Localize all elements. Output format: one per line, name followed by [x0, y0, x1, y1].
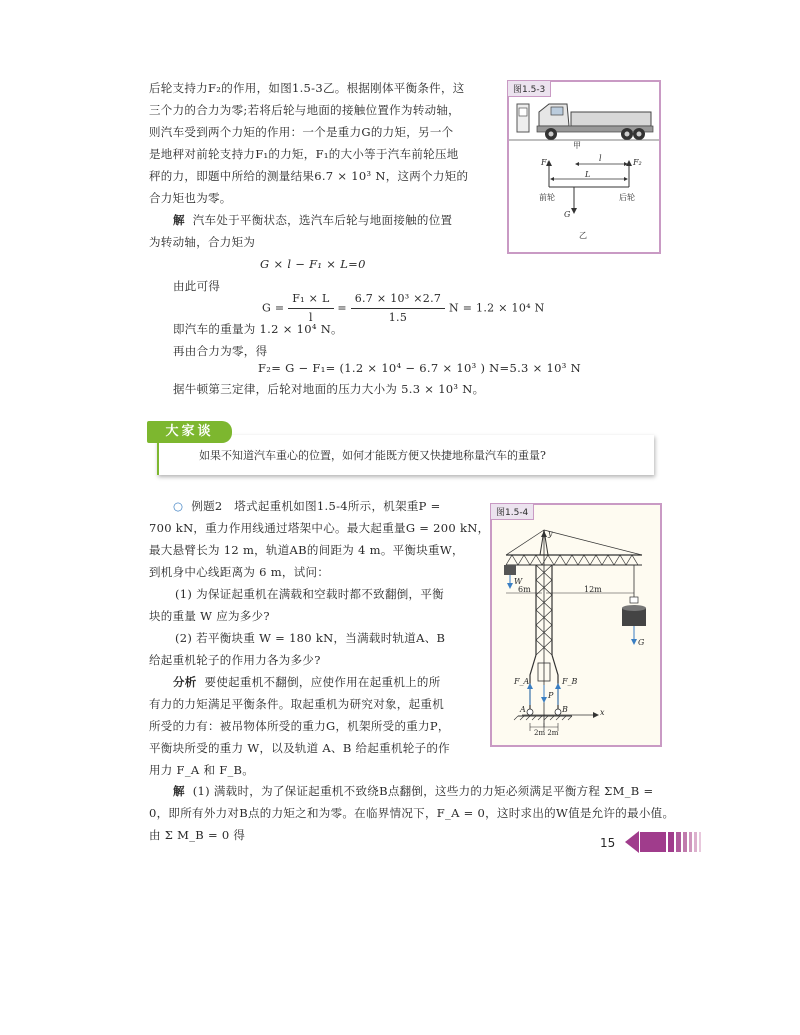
again-text: 再由合力为零，得 — [173, 344, 268, 358]
figure-1-5-4 — [490, 503, 662, 747]
page-decoration-arrow-icon — [625, 829, 715, 855]
figure-1-5-3 — [507, 80, 661, 254]
therefore-text: 由此可得 — [173, 279, 221, 293]
figure-tag: 图1.5-3 — [507, 80, 551, 97]
weight-text: 即汽车的重量为 1.2 × 10⁴ N。 — [173, 322, 343, 336]
circle-bullet-icon: ○ — [173, 499, 184, 513]
text-line: 则汽车受到两个力矩的作用：一个是重力G的力矩，另一个 — [149, 125, 454, 139]
solution-label: 解 — [173, 213, 185, 227]
label-6m: 6m — [518, 585, 531, 594]
example-line: 700 kN，重力作用线通过塔架中心。最大起重量G = 200 kN， — [149, 521, 490, 535]
fraction-2-numerator: 6.7 × 10³ ×2.7 — [351, 290, 446, 309]
equation-moment: G × l − F₁ × L=0 — [260, 257, 366, 271]
label-p: P — [548, 691, 554, 700]
label-f1: F₁ — [541, 158, 550, 167]
example-text: 例题2 塔式起重机如图1.5-4所示，机架重P = — [191, 499, 441, 513]
label-f2: F₂ — [633, 158, 642, 167]
text-line: 三个力的合力为零;若将后轮与地面的接触位置作为转动轴， — [149, 103, 460, 117]
label-12m: 12m — [584, 585, 602, 594]
label-l: l — [599, 154, 602, 163]
discussion-box — [147, 421, 652, 479]
solution-2-line: 由 Σ M_B = 0 得 — [149, 828, 246, 842]
analysis-line — [173, 671, 441, 693]
figure-tag: 图1.5-4 — [490, 503, 534, 520]
label-yi: 乙 — [579, 231, 587, 240]
example-line: (2) 若平衡块重 W = 180 kN，当满载时轨道A、B — [175, 631, 446, 645]
fraction-2 — [351, 290, 446, 327]
example-line: (1) 为保证起重机在满载和空载时都不致翻倒，平衡 — [175, 587, 444, 601]
label-a: A — [520, 705, 526, 714]
analysis-label: 分析 — [173, 675, 197, 689]
label-g: G — [638, 638, 645, 647]
eq-result: N = 1.2 × 10⁴ N — [449, 301, 545, 315]
eq-lhs: G = — [262, 301, 285, 315]
page-number: 15 — [600, 836, 616, 850]
analysis-line: 所受的力有：被吊物体所受的重力G，机架所受的重力P， — [149, 719, 450, 733]
fraction-1-denominator: l — [308, 311, 313, 324]
axis-x-label: x — [600, 708, 605, 717]
analysis-text: 要使起重机不翻倒，应使作用在起重机上的所 — [204, 675, 441, 689]
label-g: G — [564, 210, 571, 219]
newton-text: 据牛顿第三定律，后轮对地面的压力大小为 5.3 × 10³ N。 — [173, 382, 485, 396]
label-L: L — [585, 170, 591, 179]
label-base-dims: 2m 2m — [534, 729, 559, 737]
label-w: W — [514, 577, 523, 586]
label-fb: F_B — [562, 677, 578, 686]
solution-text: 汽车处于平衡状态，选汽车后轮与地面接触的位置 — [192, 213, 453, 227]
example-line: 到机身中心线距离为 6 m，试问： — [149, 565, 330, 579]
example-line: 给起重机轮子的作用力各为多少? — [149, 653, 321, 667]
label-b: B — [562, 705, 568, 714]
solution-2-label: 解 — [173, 784, 185, 798]
discussion-question: 如果不知道汽车重心的位置，如何才能既方便又快捷地称量汽车的重量? — [199, 449, 546, 462]
fraction-2-denominator: 1.5 — [388, 311, 408, 324]
analysis-line: 平衡块所受的重力 W，以及轨道 A、B 给起重机轮子的作 — [149, 741, 450, 755]
solution-2-line: 0，即所有外力对B点的力矩之和为零。在临界情况下，F_A = 0，这时求出的W值是允许的最小值。 — [149, 806, 675, 820]
analysis-line: 有力的力矩满足平衡条件。取起重机为研究对象，起重机 — [149, 697, 444, 711]
label-jia: 甲 — [573, 141, 581, 150]
solution-2-line — [173, 780, 653, 802]
text-line: 秤的力，即题中所给的测量结果6.7 × 10³ N，这两个力矩的 — [149, 169, 469, 183]
label-rear-wheel: 后轮 — [619, 193, 635, 202]
discussion-tag: 大家谈 — [147, 421, 232, 443]
label-front-wheel: 前轮 — [539, 193, 555, 202]
equation-f2: F₂= G − F₁= (1.2 × 10⁴ − 6.7 × 10³ ) N=5.3 × 10³ N — [258, 361, 581, 375]
example-line: 块的重量 W 应为多少? — [149, 609, 270, 623]
label-fa: F_A — [514, 677, 530, 686]
axis-y-label: y — [548, 529, 553, 538]
solution-line-2: 为转动轴，合力矩为 — [149, 235, 256, 249]
example-line — [173, 495, 441, 517]
example-line: 最大悬臂长为 12 m，轨道AB的间距为 4 m。平衡块重W， — [149, 543, 464, 557]
solution-line-1 — [173, 209, 452, 231]
fraction-1-numerator: F₁ × L — [288, 290, 333, 309]
text-line: 合力矩也为零。 — [149, 191, 232, 205]
text-line: 是地秤对前轮支持力F₁的力矩，F₁的大小等于汽车前轮压地 — [149, 147, 459, 161]
solution-2-text: (1) 满载时，为了保证起重机不致绕B点翻倒，这些力的力矩必须满足平衡方程 ΣM_B = — [192, 784, 654, 798]
analysis-line: 用力 F_A 和 F_B。 — [149, 763, 255, 777]
text-line: 后轮支持力F₂的作用，如图1.5-3乙。根据刚体平衡条件，这 — [149, 81, 465, 95]
truck-diagram — [509, 82, 659, 252]
discussion-panel — [157, 435, 654, 475]
eq-equals: = — [337, 301, 347, 315]
crane-diagram — [492, 505, 660, 745]
